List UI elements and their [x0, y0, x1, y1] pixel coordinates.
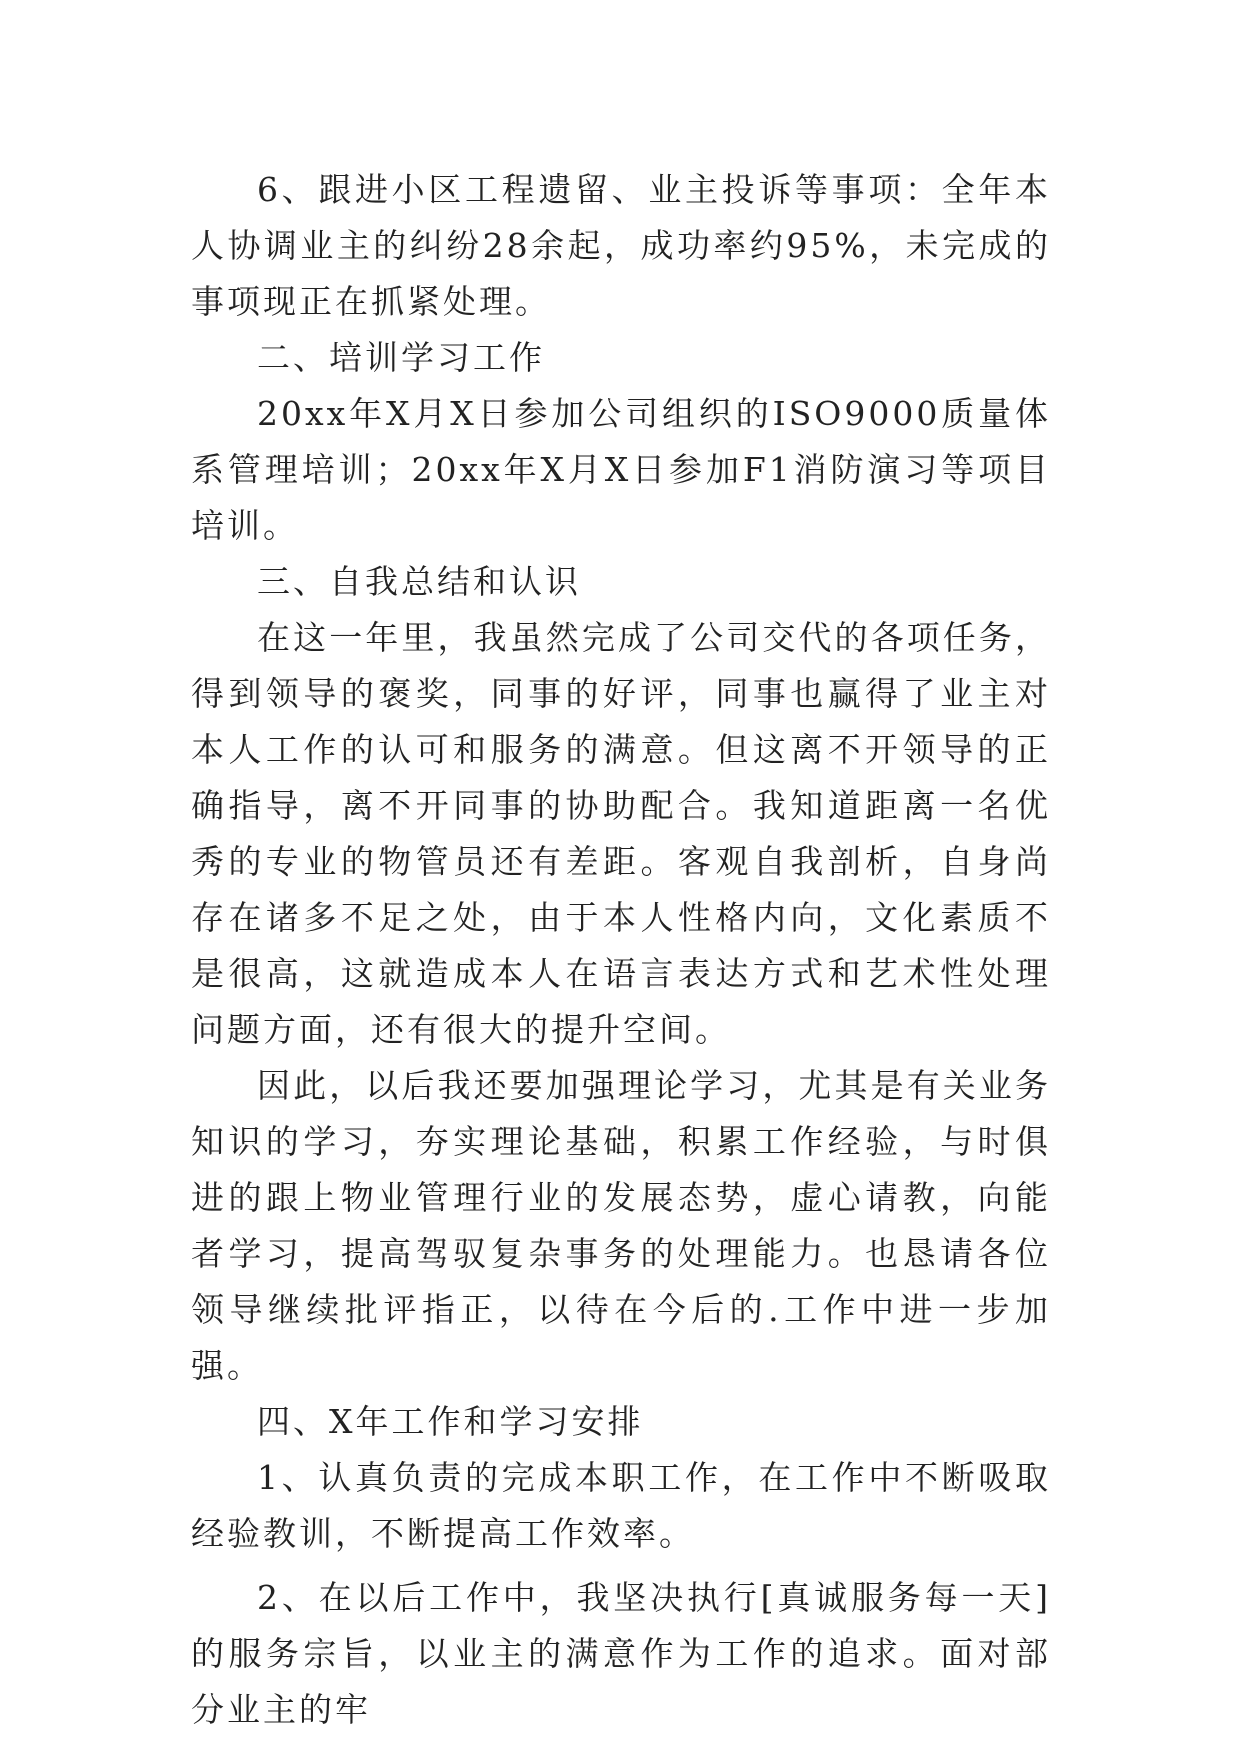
paragraph-plan-item-1: 1、认真负责的完成本职工作，在工作中不断吸取经验教训，不断提高工作效率。: [191, 1458, 1051, 1553]
document-body: [191, 162, 1051, 1738]
section-heading-work-plan: 四、X年工作和学习安排: [257, 1402, 644, 1441]
paragraph-plan-item-2: 2、在以后工作中，我坚决执行[真诚服务每一天]的服务宗旨，以业主的满意作为工作的追求。面对部分业主的牢: [191, 1578, 1051, 1729]
paragraph-future-study: 因此，以后我还要加强理论学习，尤其是有关业务知识的学习，夯实理论基础，积累工作经验，与时俱进的跟上物业管理行业的发展态势，虚心请教，向能者学习，提高驾驭复杂事务的处理能力。也恳请各位领导继续批评指正，以待在今后的.工作中进一步加强。: [191, 1066, 1051, 1385]
paragraph-training-details: 20xx年X月X日参加公司组织的ISO9000质量体系管理培训；20xx年X月X日参加F1消防演习等项目培训。: [191, 394, 1051, 545]
paragraph-self-summary: 在这一年里，我虽然完成了公司交代的各项任务，得到领导的褒奖，同事的好评，同事也赢得了业主对本人工作的认可和服务的满意。但这离不开领导的正确指导，离不开同事的协助配合。我知道距离一名优秀的专业的物管员还有差距。客观自我剖析，自身尚存在诸多不足之处，由于本人性格内向，文化素质不是很高，这就造成本人在语言表达方式和艺术性处理问题方面，还有很大的提升空间。: [191, 618, 1051, 1049]
section-heading-training: 二、培训学习工作: [257, 338, 545, 377]
section-heading-self-summary: 三、自我总结和认识: [257, 562, 581, 601]
paragraph-item-6-followup: 6、跟进小区工程遗留、业主投诉等事项：全年本人协调业主的纠纷28余起，成功率约95%，未完成的事项现正在抓紧处理。: [191, 170, 1051, 321]
